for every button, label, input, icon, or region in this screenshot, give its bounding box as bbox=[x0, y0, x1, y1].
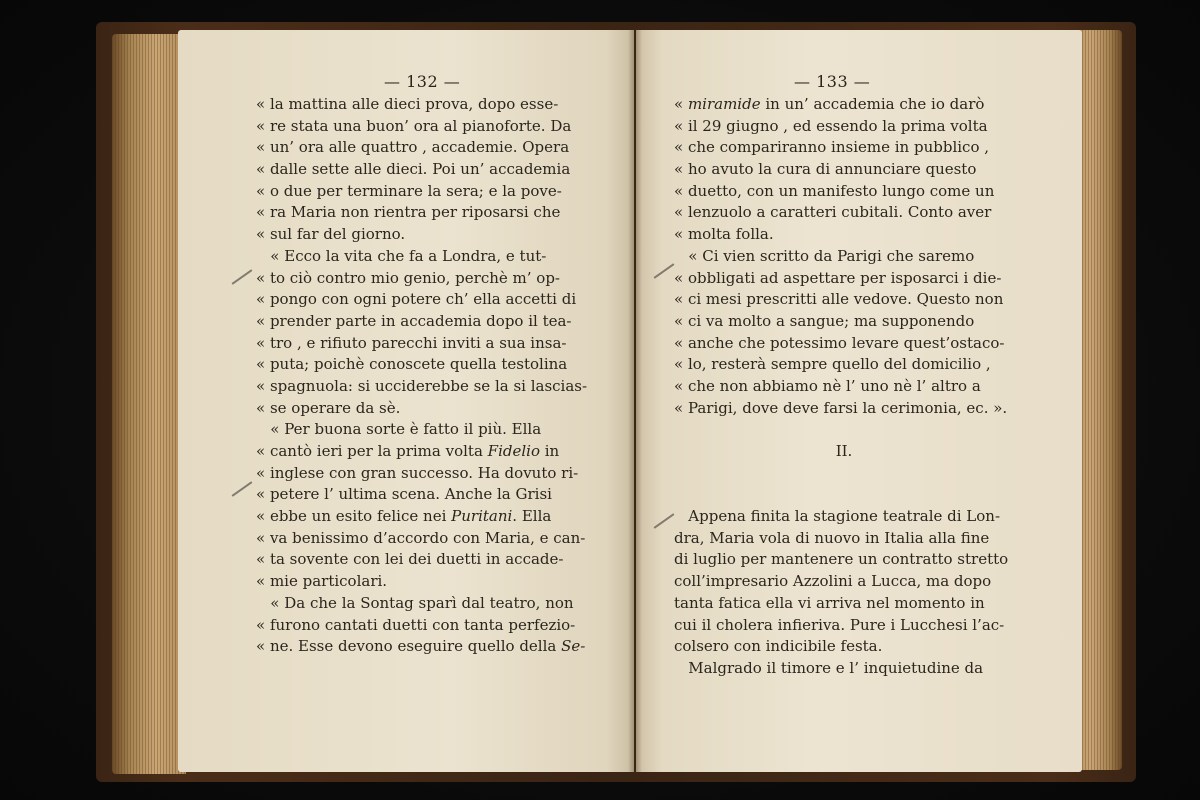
text-line bbox=[256, 506, 586, 528]
text-line: « o due per terminare la sera; e la pove- bbox=[256, 181, 562, 200]
page-edges-left bbox=[112, 34, 186, 774]
text-line: « mie particolari. bbox=[256, 572, 388, 591]
left-page-text bbox=[256, 94, 586, 658]
text-line: « ci mesi prescritti alle vedove. Questo non bbox=[674, 290, 1004, 309]
text-line bbox=[256, 636, 586, 658]
italic-title: Puritani bbox=[451, 507, 513, 526]
text-segment: . Ella bbox=[512, 507, 552, 526]
text-segment: in un’ accademia che io darò bbox=[760, 95, 985, 113]
text-line: « Da che la Sontag sparì dal teatro, non bbox=[256, 593, 574, 612]
text-line: « puta; poichè conoscete quella testolina bbox=[256, 355, 568, 374]
book-gutter bbox=[628, 30, 642, 772]
text-line: « il 29 giugno , ed essendo la prima volta bbox=[674, 116, 988, 135]
text-line: « se operare da sè. bbox=[256, 398, 401, 417]
text-line: « ci va molto a sangue; ma supponendo bbox=[674, 311, 975, 330]
text-line bbox=[674, 484, 1014, 506]
text-line: « re stata una buon’ ora al pianoforte. Da bbox=[256, 116, 572, 135]
text-line: « molta folla. bbox=[674, 225, 774, 244]
right-page bbox=[636, 30, 1082, 772]
section-heading: II. bbox=[835, 442, 853, 460]
text-line: « Per buona sorte è fatto il più. Ella bbox=[256, 420, 542, 439]
text-line: « Parigi, dove deve farsi la cerimonia, ec. ». bbox=[674, 398, 1008, 417]
text-segment: « cantò ieri per la prima volta bbox=[256, 442, 488, 460]
text-line: « prender parte in accademia dopo il tea- bbox=[256, 311, 572, 330]
text-line: coll’impresario Azzolini a Lucca, ma dopo bbox=[674, 572, 992, 591]
italic-title: Fidelio bbox=[487, 442, 540, 460]
text-line: « dalle sette alle dieci. Poi un’ accademia bbox=[256, 160, 571, 179]
text-line: « furono cantati duetti con tanta perfezio- bbox=[256, 615, 576, 634]
text-line: « anche che potessimo levare quest’ostaco- bbox=[674, 333, 1005, 352]
italic-title: Se- bbox=[561, 637, 586, 656]
text-line: tanta fatica ella vi arriva nel momento in bbox=[674, 593, 985, 612]
text-line: « ta sovente con lei dei duetti in accade- bbox=[256, 550, 564, 569]
text-line: « pongo con ogni potere ch’ ella accetti di bbox=[256, 290, 577, 309]
text-line: « petere l’ ultima scena. Anche la Grisi bbox=[256, 485, 552, 504]
text-line: « duetto, con un manifesto lungo come un bbox=[674, 181, 995, 200]
italic-title: miramide bbox=[687, 95, 761, 113]
left-page bbox=[178, 30, 634, 772]
right-page-text bbox=[674, 94, 1014, 680]
text-line bbox=[256, 441, 586, 463]
text-line: « obbligati ad aspettare per isposarci i die- bbox=[674, 268, 1002, 287]
text-line: « ho avuto la cura di annunciare questo bbox=[674, 160, 977, 179]
text-line bbox=[674, 94, 1014, 116]
text-line: « inglese con gran successo. Ha dovuto ri- bbox=[256, 463, 579, 482]
text-segment: in bbox=[539, 442, 560, 460]
text-line: Malgrado il timore e l’ inquietudine da bbox=[674, 658, 984, 677]
text-line: « sul far del giorno. bbox=[256, 225, 406, 244]
text-line: cui il cholera infieriva. Pure i Lucchesi l’ac- bbox=[674, 615, 1005, 634]
text-line: « un’ ora alle quattro , accademie. Opera bbox=[256, 138, 570, 157]
text-line: « ra Maria non rientra per riposarsi che bbox=[256, 203, 561, 222]
text-line: « spagnuola: si ucciderebbe se la si lascias- bbox=[256, 376, 588, 395]
text-line: « tro , e rifiuto parecchi inviti a sua insa- bbox=[256, 333, 567, 352]
text-line: « Ecco la vita che fa a Londra, e tut- bbox=[256, 246, 547, 265]
text-line: colsero con indicibile festa. bbox=[674, 637, 883, 656]
text-line: « lo, resterà sempre quello del domicilio , bbox=[674, 355, 991, 374]
text-line: « la mattina alle dieci prova, dopo esse- bbox=[256, 95, 559, 113]
text-segment: « ebbe un esito felice nei bbox=[256, 507, 452, 526]
text-line: « va benissimo d’accordo con Maria, e can- bbox=[256, 528, 586, 547]
text-line: di luglio per mantenere un contratto stretto bbox=[674, 550, 1009, 569]
text-line: « to ciò contro mio genio, perchè m’ op- bbox=[256, 268, 560, 287]
text-segment: « ne. Esse devono eseguire quello della bbox=[256, 637, 562, 656]
text-line: « Ci vien scritto da Parigi che saremo bbox=[674, 246, 975, 265]
text-line bbox=[674, 419, 1014, 441]
text-line: Appena finita la stagione teatrale di Lon- bbox=[674, 507, 1001, 526]
text-line bbox=[674, 463, 1014, 485]
text-line: « lenzuolo a caratteri cubitali. Conto aver bbox=[674, 203, 992, 222]
text-segment: « bbox=[674, 95, 688, 113]
right-page-number: — 133 — bbox=[794, 72, 871, 91]
text-line: « che non abbiamo nè l’ uno nè l’ altro a bbox=[674, 376, 981, 395]
text-line: dra, Maria vola di nuovo in Italia alla fine bbox=[674, 528, 990, 547]
left-page-number: — 132 — bbox=[384, 72, 461, 91]
text-line: « che compariranno insieme in pubblico , bbox=[674, 138, 990, 157]
